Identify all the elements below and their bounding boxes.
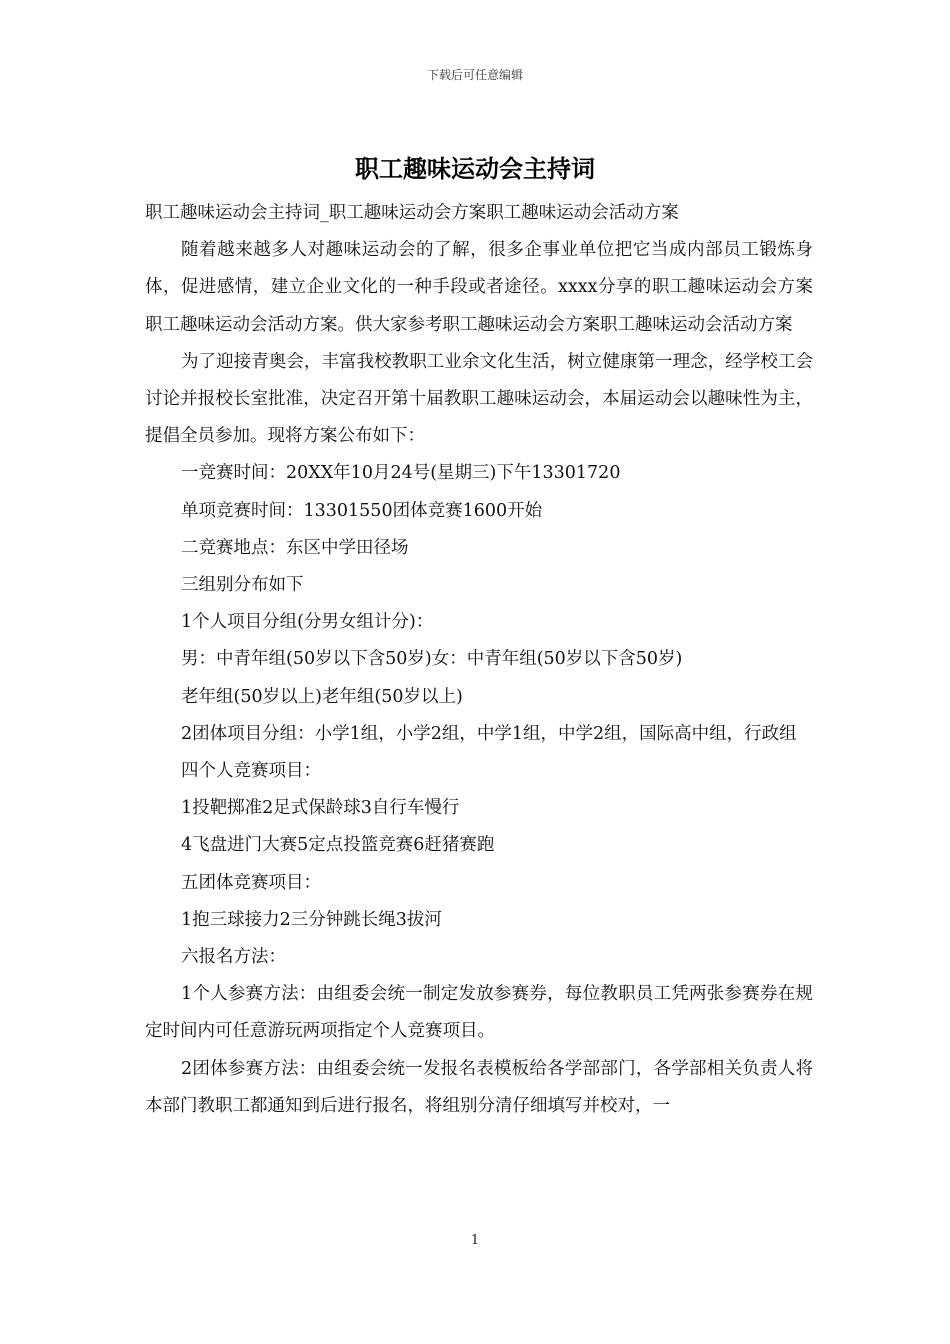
body-paragraph: 四个人竞赛项目： [181, 761, 321, 782]
body-paragraph: 男：中青年组(50岁以下含50岁)女：中青年组(50岁以下含50岁) [181, 649, 683, 670]
body-paragraph: 随着越来越多人对趣味运动会的了解，很多企事业单位把它当成内部员工锻炼身体，促进感情，建立企业文化的一种手段或者途径。xxxx分享的职工趣味运动会方案职工趣味运动会活动方案。供大家参考职工趣味运动会方案职工趣味运动会活动方案 [145, 240, 813, 335]
body-paragraph: 2团体参赛方法：由组委会统一发报名表模板给各学部部门，各学部相关负责人将本部门教职工都通知到后进行报名，将组别分清仔细填写并校对，一 [145, 1058, 813, 1116]
body-paragraph: 1投靶掷准2足式保龄球3自行车慢行 [181, 798, 460, 819]
body-paragraph: 1个人项目分组(分男女组计分)： [181, 612, 434, 633]
body-paragraph: 老年组(50岁以上)老年组(50岁以上) [181, 686, 463, 707]
body-paragraph: 二竞赛地点：东区中学田径场 [181, 537, 409, 558]
body-paragraph: 六报名方法： [181, 947, 286, 968]
body-paragraph: 三组别分布如下 [181, 575, 304, 596]
body-paragraph: 2团体项目分组：小学1组，小学2组，中学1组，中学2组，国际高中组，行政组 [181, 723, 797, 744]
page-number: 1 [470, 1233, 480, 1248]
body-paragraph: 五团体竞赛项目： [181, 872, 321, 893]
subtitle-paragraph: 职工趣味运动会主持词_职工趣味运动会方案职工趣味运动会活动方案 [145, 203, 679, 223]
body-paragraph: 4飞盘进门大赛5定点投篮竞赛6赶猪赛跑 [181, 835, 495, 856]
body-paragraph: 1个人参赛方法：由组委会统一制定发放参赛券，每位教职员工凭两张参赛券在规定时间内可任意游玩两项指定个人竞赛项目。 [145, 984, 813, 1042]
document-title: 职工趣味运动会主持词 [355, 154, 595, 183]
document-body [145, 195, 813, 1125]
body-paragraph: 一竞赛时间：20XX年10月24号(星期三)下午13301720 [181, 463, 621, 484]
body-paragraph: 1抱三球接力2三分钟跳长绳3拔河 [181, 909, 442, 930]
page-header-note: 下载后可任意编辑 [426, 68, 523, 82]
body-paragraph: 为了迎接青奥会，丰富我校教职工业余文化生活，树立健康第一理念，经学校工会讨论并报校长室批准，决定召开第十届教职工趣味运动会，本届运动会以趣味性为主，提倡全员参加。现将方案公布如下： [145, 351, 813, 447]
body-paragraph: 单项竞赛时间：13301550团体竞赛1600开始 [181, 500, 543, 521]
